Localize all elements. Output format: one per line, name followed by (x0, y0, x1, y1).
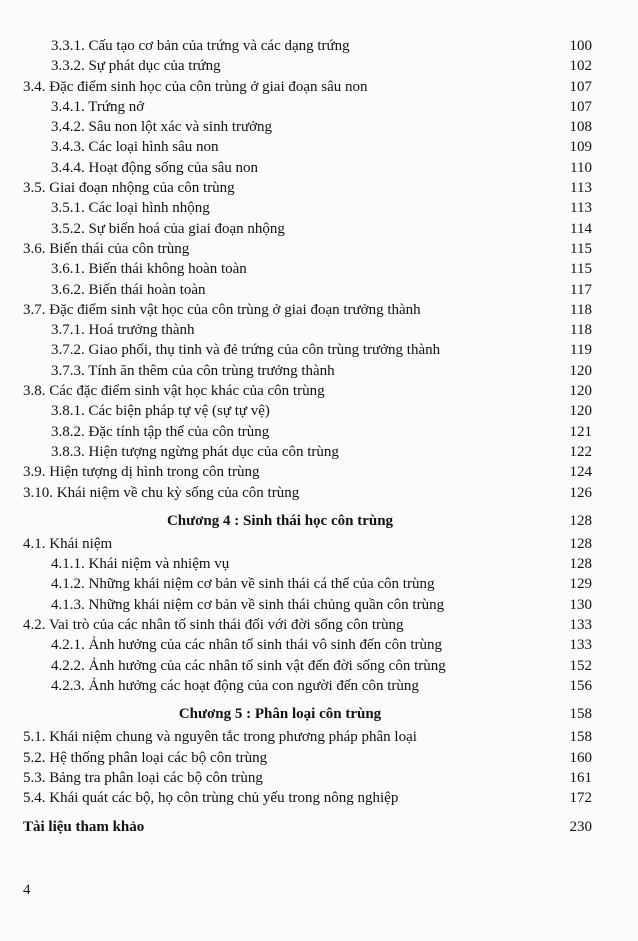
toc-entry (0, 56, 638, 76)
toc-entry-title: 5.2. Hệ thống phân loại các bộ côn trùng (23, 749, 268, 766)
toc-entry-page: 107 (569, 98, 592, 115)
toc-entry-page: 118 (570, 322, 592, 339)
toc-entry-title: 3.7.1. Hoá trưởng thành (51, 322, 195, 339)
toc-entry (0, 117, 638, 137)
toc-entry-page: 124 (569, 464, 592, 481)
toc-entry-title: 4.1.2. Những khái niệm cơ bản về sinh thái cá thể của côn trùng (51, 576, 435, 593)
toc-entry-page: 126 (569, 484, 592, 501)
toc-entry (0, 727, 638, 747)
toc-entry (0, 280, 638, 300)
toc-entry-title: 4.1.3. Những khái niệm cơ bản về sinh thái chủng quần côn trùng (51, 596, 445, 613)
toc-entry (0, 748, 638, 768)
toc-entry-title: 3.4. Đặc điểm sinh học của côn trùng ở giai đoạn sâu non (23, 78, 368, 95)
toc-entry-title: 3.5.1. Các loại hình nhộng (51, 200, 210, 217)
toc-entry-page: 120 (569, 362, 592, 379)
toc-entry (0, 462, 638, 482)
toc-entry (0, 676, 638, 696)
toc-entry-title: 3.8.2. Đặc tính tập thể của côn trùng (51, 423, 270, 440)
toc-entry (0, 300, 638, 320)
toc-entry (0, 422, 638, 442)
toc-entry-title: 3.7.2. Giao phối, thụ tinh và đẻ trứng của côn trùng trưởng thành (51, 342, 441, 359)
toc-entry-title: 3.6.2. Biến thái hoàn toàn (51, 281, 206, 298)
toc-entry (0, 340, 638, 360)
toc-entry-page: 156 (569, 677, 592, 694)
toc-chapter-heading (0, 702, 638, 727)
toc-entry (0, 219, 638, 239)
toc-entry-title: 4.2.1. Ảnh hưởng của các nhân tố sinh thái vô sinh đến côn trùng (51, 637, 442, 654)
toc-entry (0, 656, 638, 676)
toc-entry (0, 97, 638, 117)
toc-entry-title: 5.4. Khái quát các bộ, họ côn trùng chủ yếu trong nông nghiệp (23, 790, 399, 807)
toc-entry-page: 119 (570, 342, 592, 359)
toc-entry-page: 113 (570, 200, 592, 217)
toc-entry (0, 483, 638, 503)
toc-entry-page: 102 (569, 58, 592, 75)
toc-entry (0, 635, 638, 655)
toc-entry (0, 137, 638, 157)
toc-entry-page: 107 (569, 78, 592, 95)
toc-entry (0, 554, 638, 574)
toc-entry-title: Chương 5 : Phân loại côn trùng (178, 706, 382, 723)
page-number: 4 (23, 882, 31, 898)
toc-entry-title: Tài liệu tham khảo (23, 819, 145, 836)
toc-entry (0, 259, 638, 279)
toc-entry (0, 574, 638, 594)
toc-entry (0, 239, 638, 259)
toc-entry-page: 152 (569, 657, 592, 674)
toc-entry (0, 768, 638, 788)
toc-entry-page: 118 (570, 301, 592, 318)
toc-references-entry (0, 814, 638, 840)
toc-entry-page: 172 (569, 790, 592, 807)
toc-entry-page: 230 (569, 819, 592, 836)
toc-entry-page: 114 (570, 220, 592, 237)
toc-entry-page: 129 (569, 576, 592, 593)
toc-entry-page: 121 (569, 423, 592, 440)
toc-entry-page: 133 (569, 617, 592, 634)
toc-entry (0, 595, 638, 615)
toc-entry (0, 615, 638, 635)
toc-entry-title: Chương 4 : Sinh thái học côn trùng (166, 512, 394, 529)
toc-entry (0, 534, 638, 554)
toc-entry-title: 3.3.2. Sự phát dục của trứng (51, 58, 221, 75)
toc-entry-page: 122 (569, 443, 592, 460)
table-of-contents (0, 36, 638, 840)
toc-entry-page: 109 (569, 139, 592, 156)
toc-entry (0, 158, 638, 178)
toc-entry-page: 161 (569, 769, 592, 786)
toc-entry-page: 128 (569, 535, 592, 552)
toc-entry-page: 158 (569, 706, 592, 723)
toc-entry-page: 100 (569, 38, 592, 54)
toc-entry (0, 788, 638, 808)
toc-entry-page: 120 (569, 403, 592, 420)
toc-entry (0, 198, 638, 218)
toc-entry-title: 3.8.3. Hiện tượng ngừng phát dục của côn trùng (51, 443, 339, 460)
toc-entry-page: 110 (570, 159, 592, 176)
toc-entry-page: 160 (569, 749, 592, 766)
toc-entry-title: 3.9. Hiện tượng dị hình trong côn trùng (23, 464, 260, 481)
toc-entry-page: 115 (570, 261, 592, 278)
toc-entry-title: 5.1. Khái niệm chung và nguyên tắc trong phương pháp phân loại (23, 729, 417, 746)
toc-entry-page: 113 (570, 180, 592, 197)
toc-entry-title: 4.2. Vai trò của các nhân tố sinh thái đối với đời sống côn trùng (23, 617, 404, 634)
toc-entry-title: 3.7. Đặc điểm sinh vật học của côn trùng ở giai đoạn trưởng thành (23, 301, 421, 318)
toc-entry (0, 442, 638, 462)
toc-entry-title: 4.1. Khái niệm (23, 535, 113, 552)
toc-entry-title: 4.2.2. Ảnh hưởng của các nhân tố sinh vật đến đời sống côn trùng (51, 657, 446, 674)
toc-entry-title: 3.5. Giai đoạn nhộng của côn trùng (23, 180, 235, 197)
toc-entry-page: 128 (569, 512, 592, 529)
toc-entry-title: 3.4.4. Hoạt động sống của sâu non (51, 159, 259, 176)
toc-entry-title: 3.8.1. Các biện pháp tự vệ (sự tự vệ) (51, 403, 270, 420)
toc-chapter-heading (0, 509, 638, 534)
toc-entry (0, 361, 638, 381)
toc-entry-title: 3.10. Khái niệm về chu kỳ sống của côn trùng (23, 484, 300, 501)
toc-entry-page: 120 (569, 383, 592, 400)
toc-entry (0, 320, 638, 340)
toc-entry-title: 3.4.1. Trứng nở (51, 98, 145, 115)
toc-entry (0, 401, 638, 421)
toc-entry (0, 381, 638, 401)
toc-entry (0, 36, 638, 56)
toc-entry-title: 3.5.2. Sự biến hoá của giai đoạn nhộng (51, 220, 285, 237)
toc-entry-title: 3.4.2. Sâu non lột xác và sinh trưởng (51, 119, 273, 136)
toc-entry-title: 3.7.3. Tính ăn thêm của côn trùng trưởng thành (51, 362, 335, 379)
toc-entry-page: 108 (569, 119, 592, 136)
toc-entry-title: 3.6. Biến thái của côn trùng (23, 240, 190, 257)
toc-entry (0, 178, 638, 198)
toc-entry-page: 128 (569, 556, 592, 573)
toc-entry-page: 117 (570, 281, 592, 298)
toc-entry-page: 130 (569, 596, 592, 613)
toc-entry-title: 3.6.1. Biến thái không hoàn toàn (51, 261, 247, 278)
toc-entry-title: 3.8. Các đặc điểm sinh vật học khác của côn trùng (23, 383, 325, 400)
toc-entry-page: 133 (569, 637, 592, 654)
toc-entry-page: 115 (570, 240, 592, 257)
toc-entry-title: 4.2.3. Ảnh hưởng các hoạt động của con người đến côn trùng (51, 677, 419, 694)
toc-entry-title: 5.3. Bảng tra phân loại các bộ côn trùng (23, 769, 263, 786)
toc-entry-title: 3.3.1. Cấu tạo cơ bản của trứng và các dạng trứng (51, 38, 350, 54)
toc-entry-title: 4.1.1. Khái niệm và nhiệm vụ (51, 556, 230, 573)
toc-entry-title: 3.4.3. Các loại hình sâu non (51, 139, 219, 156)
toc-entry-page: 158 (569, 729, 592, 746)
toc-entry (0, 77, 638, 97)
